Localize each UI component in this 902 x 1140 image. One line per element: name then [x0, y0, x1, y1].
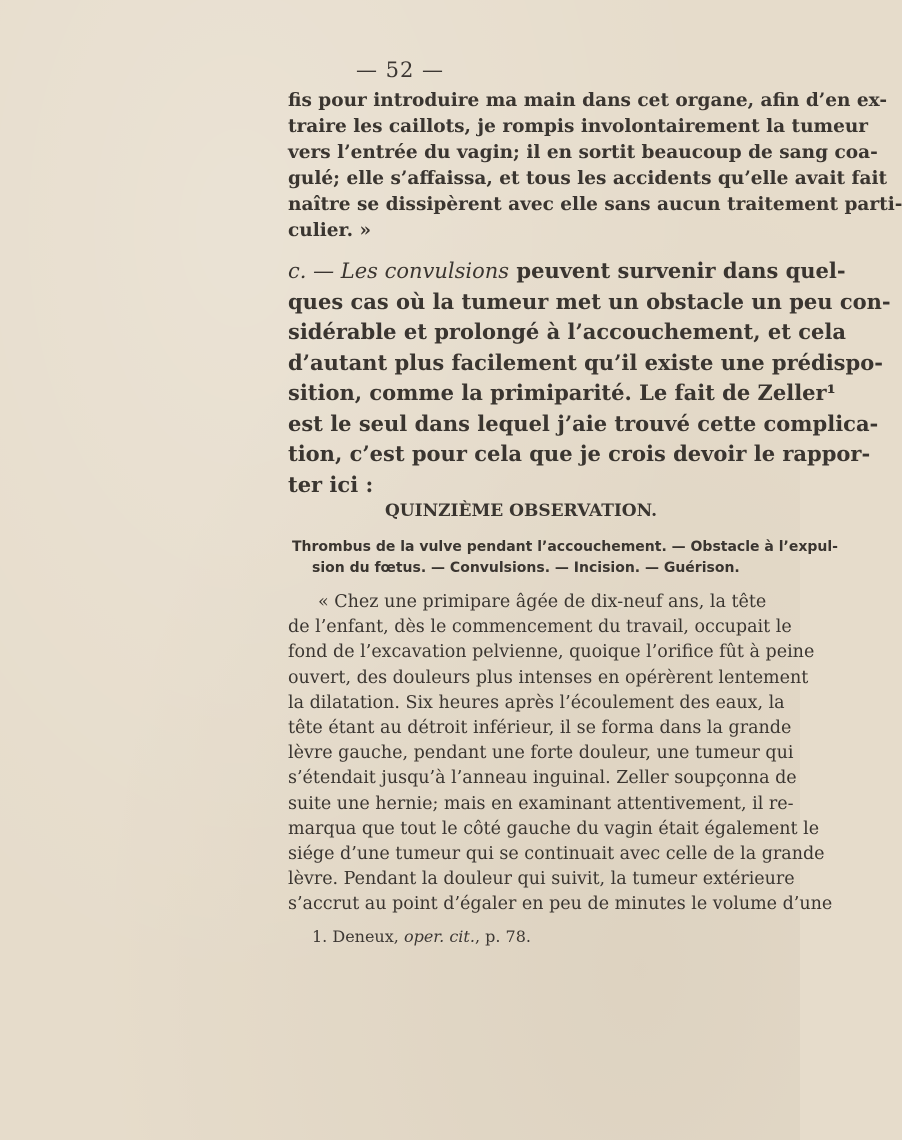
text-line: ter ici : — [288, 471, 374, 497]
text-line: sidérable et prolongé à l’accouchement, et cela — [288, 319, 846, 344]
text-line: d’autant plus facilement qu’il existe une prédispo- — [288, 349, 883, 375]
footnote — [312, 927, 531, 946]
text-line: siége d’une tumeur qui se continuait avec celle de la grande — [288, 844, 825, 865]
text-line: fis pour introduire ma main dans cet organe, afin d’en ex- — [288, 90, 888, 111]
text-line: de l’enfant, dès le commencement du travail, occupait le — [288, 617, 792, 638]
paragraph-convulsions — [288, 256, 891, 500]
text-line: « Chez une primipare âgée de dix-neuf ans, la tête — [318, 592, 767, 612]
text-line: vers l’entrée du vagin; il en sortit beaucoup de sang coa- — [288, 142, 878, 163]
text-line: traire les caillots, je rompis involontairement la tumeur — [288, 116, 869, 137]
text-line: lèvre. Pendant la douleur qui suivit, la tumeur extérieure — [288, 869, 795, 890]
observation-summary — [292, 537, 838, 579]
text-line: la dilatation. Six heures après l’écoulement des eaux, la — [288, 692, 785, 713]
text-line: marqua que tout le côté gauche du vagin était également le — [288, 818, 820, 839]
text-line: gulé; elle s’affaissa, et tous les accidents qu’elle avait fait — [288, 168, 888, 189]
footnote-pages: , p. 78. — [474, 927, 531, 946]
text-line: est le seul dans lequel j’aie trouvé cette complica- — [288, 410, 879, 436]
summary-line: sion du fœtus. — Convulsions. — Incision. — Guérison. — [312, 560, 740, 576]
paragraph-continuation — [288, 88, 902, 244]
text-line: fond de l’excavation pelvienne, quoique l’orifice fût à peine — [288, 642, 815, 663]
text-line: s’accrut au point d’égaler en peu de minutes le volume d’une — [288, 894, 833, 915]
observation-heading: QUINZIÈME OBSERVATION. — [385, 501, 657, 521]
text-line: suite une hernie; mais en examinant attentivement, il re- — [288, 793, 794, 814]
text-line — [288, 256, 846, 287]
footnote-number: 1. — [312, 927, 328, 946]
section-lead: c. — Les convulsions — [288, 259, 510, 283]
text-line: lèvre gauche, pendant une forte douleur, une tumeur qui — [288, 743, 794, 764]
text-line: ques cas où la tumeur met un obstacle un peu con- — [288, 288, 891, 314]
summary-line: Thrombus de la vulve pendant l’accouchement. — Obstacle à l’expul- — [292, 539, 838, 555]
footnote-title: oper. cit. — [403, 927, 475, 946]
page-number: — 52 — — [355, 58, 445, 82]
text-line: ouvert, des douleurs plus intenses en opérèrent lentement — [288, 667, 809, 688]
paragraph-observation — [288, 590, 833, 918]
text-line: s’étendait jusqu’à l’anneau inguinal. Zeller soupçonna de — [288, 768, 797, 789]
text-line: tion, c’est pour cela que je crois devoir le rappor- — [288, 441, 871, 466]
text-line: tête étant au détroit inférieur, il se forma dans la grande — [288, 718, 792, 739]
text-line: culier. » — [288, 220, 372, 241]
footnote-author: Deneux, — [332, 927, 399, 946]
text-fragment: peuvent survenir dans quel- — [509, 258, 846, 283]
text-line: naître se dissipèrent avec elle sans aucun traitement parti- — [288, 194, 902, 215]
text-line: sition, comme la primiparité. Le fait de Zeller¹ — [288, 380, 836, 405]
